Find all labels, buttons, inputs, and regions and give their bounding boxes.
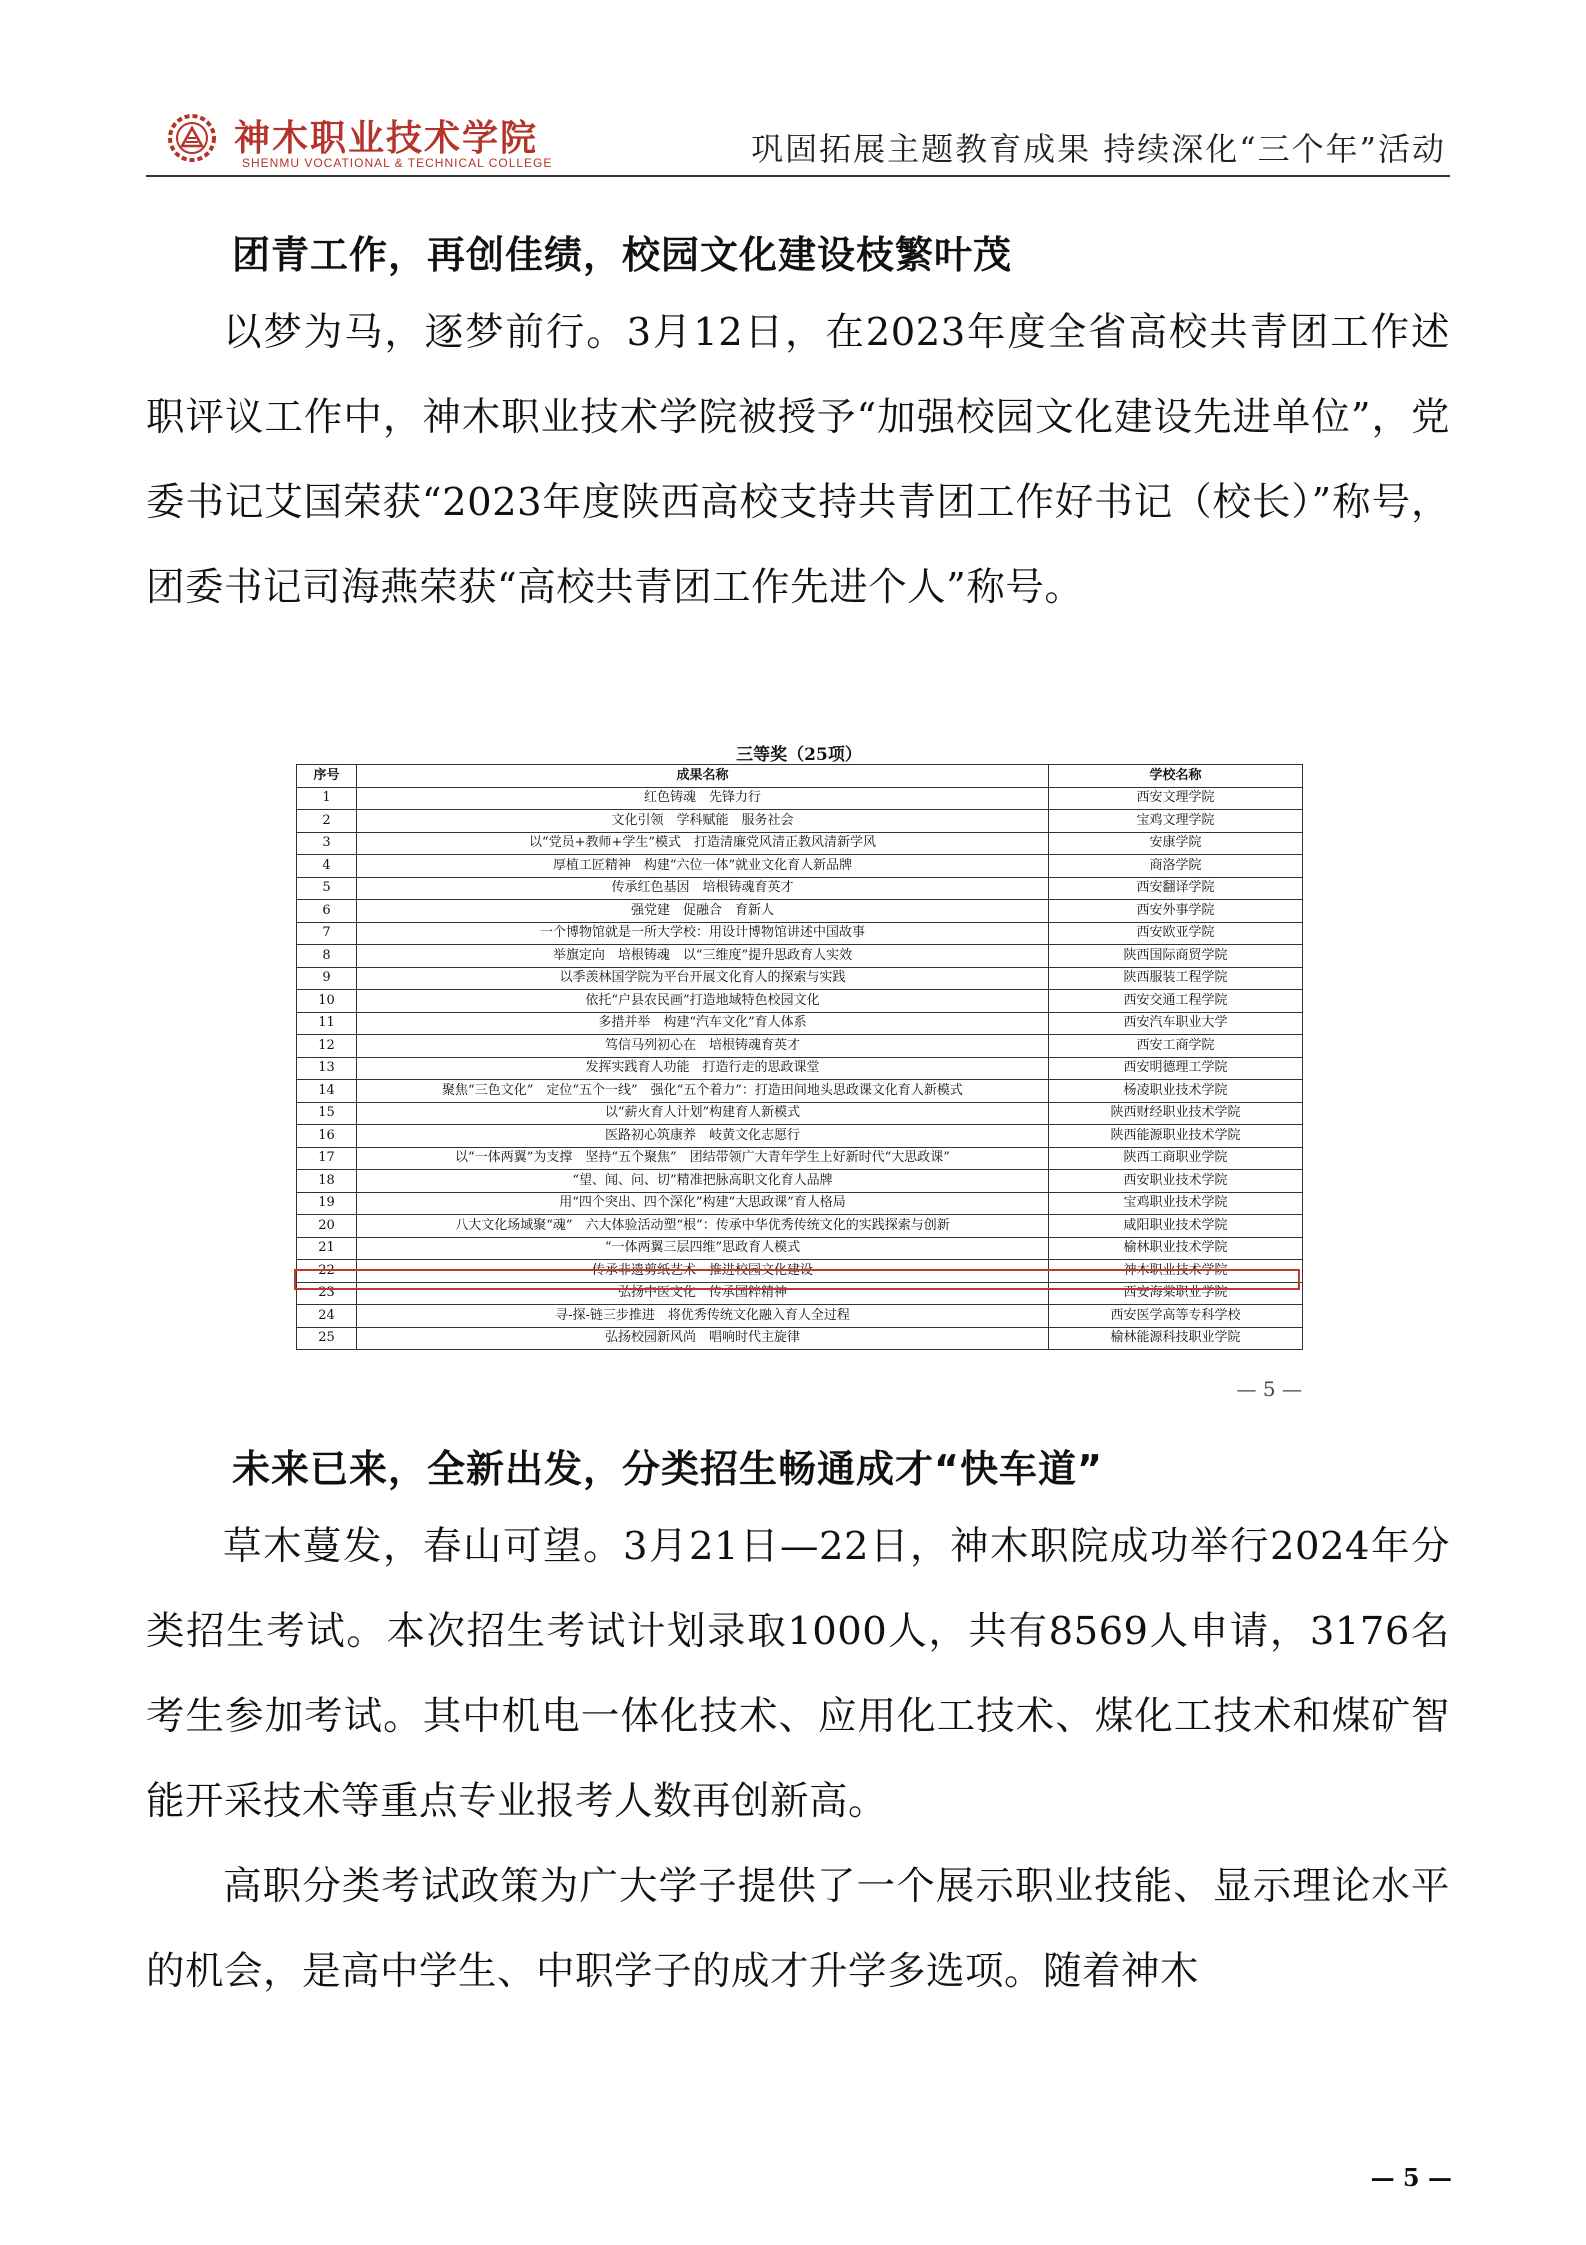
- cell-school: 西安外事学院: [1049, 900, 1303, 923]
- page-header: [146, 104, 1446, 174]
- cell-index: 2: [297, 810, 357, 833]
- table-row: [297, 922, 1303, 945]
- cell-title: 强党建 促融合 育新人: [357, 900, 1049, 923]
- cell-index: 23: [297, 1282, 357, 1305]
- cell-school: 西安欧亚学院: [1049, 922, 1303, 945]
- award-table-header-row: [297, 765, 1303, 788]
- cell-index: 7: [297, 922, 357, 945]
- award-table: [296, 764, 1303, 1350]
- col-header-index: 序号: [297, 765, 357, 788]
- cell-school: 杨凌职业技术学院: [1049, 1080, 1303, 1103]
- cell-title: 以季羡林国学院为平台开展文化育人的探索与实践: [357, 967, 1049, 990]
- table-row: [297, 1327, 1303, 1350]
- table-row: [297, 1102, 1303, 1125]
- cell-index: 20: [297, 1215, 357, 1238]
- cell-title: “一体两翼三层四维”思政育人模式: [357, 1237, 1049, 1260]
- cell-index: 14: [297, 1080, 357, 1103]
- cell-school: 咸阳职业技术学院: [1049, 1215, 1303, 1238]
- cell-title: 寻-探-链三步推进 将优秀传统文化融入育人全过程: [357, 1305, 1049, 1328]
- col-header-school: 学校名称: [1049, 765, 1303, 788]
- cell-title: “望、闻、问、切”精准把脉高职文化育人品牌: [357, 1170, 1049, 1193]
- cell-title: 红色铸魂 先锋力行: [357, 787, 1049, 810]
- section1-heading: 团青工作，再创佳绩，校园文化建设枝繁叶茂: [232, 233, 1013, 277]
- cell-index: 3: [297, 832, 357, 855]
- cell-title: 聚焦“三色文化” 定位“五个一线” 强化“五个着力”：打造田间地头思政课文化育人新模式: [357, 1080, 1049, 1103]
- cell-school: 陕西财经职业技术学院: [1049, 1102, 1303, 1125]
- cell-school: 西安职业技术学院: [1049, 1170, 1303, 1193]
- cell-index: 11: [297, 1012, 357, 1035]
- cell-school: 西安汽车职业大学: [1049, 1012, 1303, 1035]
- cell-index: 12: [297, 1035, 357, 1058]
- cell-school: 西安工商学院: [1049, 1035, 1303, 1058]
- table-row: [297, 1305, 1303, 1328]
- figure-page-number: — 5 —: [1236, 1377, 1302, 1401]
- cell-school: 西安文理学院: [1049, 787, 1303, 810]
- table-row: [297, 990, 1303, 1013]
- table-row: [297, 1125, 1303, 1148]
- cell-title: 举旗定向 培根铸魂 以“三维度”提升思政育人实效: [357, 945, 1049, 968]
- table-row: [297, 1192, 1303, 1215]
- award-table-figure: [296, 740, 1302, 1401]
- header-divider: [146, 175, 1450, 177]
- school-name-cn: 神木职业技术学院: [234, 117, 539, 159]
- section2-paragraph-2: 高职分类考试政策为广大学子提供了一个展示职业技能、显示理论水平的机会，是高中学生、中职学子的成才升学多选项。随着神木: [146, 1864, 1450, 1994]
- table-row: [297, 967, 1303, 990]
- table-row: [297, 787, 1303, 810]
- header-theme: 巩固拓展主题教育成果 持续深化“三个年”活动: [751, 130, 1446, 168]
- table-row: [297, 1012, 1303, 1035]
- school-name-en: SHENMU VOCATIONAL & TECHNICAL COLLEGE: [242, 156, 553, 170]
- cell-index: 17: [297, 1147, 357, 1170]
- cell-title: 弘扬校园新风尚 唱响时代主旋律: [357, 1327, 1049, 1350]
- highlight-row-box: [294, 1269, 1300, 1290]
- page-number: — 5 —: [1370, 2163, 1452, 2192]
- cell-school: 西安交通工程学院: [1049, 990, 1303, 1013]
- award-table-title: 三等奖（25项）: [736, 745, 862, 765]
- cell-index: 22: [297, 1260, 357, 1283]
- cell-title: 医路初心筑康养 岐黄文化志愿行: [357, 1125, 1049, 1148]
- cell-index: 15: [297, 1102, 357, 1125]
- cell-title: 厚植工匠精神 构建“六位一体”就业文化育人新品牌: [357, 855, 1049, 878]
- cell-index: 8: [297, 945, 357, 968]
- cell-school: 西安医学高等专科学校: [1049, 1305, 1303, 1328]
- table-row: [297, 1215, 1303, 1238]
- table-row: [297, 945, 1303, 968]
- table-row: [297, 855, 1303, 878]
- cell-school: 商洛学院: [1049, 855, 1303, 878]
- cell-index: 1: [297, 787, 357, 810]
- cell-title: 一个博物馆就是一所大学校：用设计博物馆讲述中国故事: [357, 922, 1049, 945]
- cell-title: 依托“户县农民画”打造地域特色校园文化: [357, 990, 1049, 1013]
- table-row: [297, 1080, 1303, 1103]
- cell-title: 笃信马列初心在 培根铸魂育英才: [357, 1035, 1049, 1058]
- table-row: [297, 1147, 1303, 1170]
- cell-index: 18: [297, 1170, 357, 1193]
- cell-school: 陕西工商职业学院: [1049, 1147, 1303, 1170]
- cell-school: 榆林职业技术学院: [1049, 1237, 1303, 1260]
- cell-index: 24: [297, 1305, 357, 1328]
- section1-paragraph: 以梦为马，逐梦前行。3月12日，在2023年度全省高校共青团工作述职评议工作中，神木职业技术学院被授予“加强校园文化建设先进单位”，党委书记艾国荣获“2023年度陕西高校支持共青团工作好书记（校长）”称号，团委书记司海燕荣获“高校共青团工作先进个人”称号。: [146, 310, 1450, 610]
- cell-title: 以“薪火育人计划”构建育人新模式: [357, 1102, 1049, 1125]
- cell-title: 文化引领 学科赋能 服务社会: [357, 810, 1049, 833]
- cell-index: 4: [297, 855, 357, 878]
- cell-title: 弘扬中医文化 传承国粹精神: [357, 1282, 1049, 1305]
- cell-school: 安康学院: [1049, 832, 1303, 855]
- cell-title: 多措并举 构建“汽车文化”育人体系: [357, 1012, 1049, 1035]
- cell-school: 西安明德理工学院: [1049, 1057, 1303, 1080]
- section2-paragraph-1: 草木蔓发，春山可望。3月21日—22日，神木职院成功举行2024年分类招生考试。本次招生考试计划录取1000人，共有8569人申请，3176名考生参加考试。其中机电一体化技术、应用化工技术、煤化工技术和煤矿智能开采技术等重点专业报考人数再创新高。: [146, 1524, 1450, 1824]
- cell-index: 13: [297, 1057, 357, 1080]
- table-row: [297, 1170, 1303, 1193]
- table-row: [297, 810, 1303, 833]
- cell-index: 5: [297, 877, 357, 900]
- cell-title: 传承红色基因 培根铸魂育英才: [357, 877, 1049, 900]
- cell-school: 西安海棠职业学院: [1049, 1282, 1303, 1305]
- cell-school: 陕西能源职业技术学院: [1049, 1125, 1303, 1148]
- cell-title: 以“一体两翼”为支撑 坚持“五个聚焦” 团结带领广大青年学生上好新时代“大思政课”: [357, 1147, 1049, 1170]
- cell-index: 6: [297, 900, 357, 923]
- table-row: [297, 832, 1303, 855]
- cell-index: 25: [297, 1327, 357, 1350]
- cell-school: 宝鸡职业技术学院: [1049, 1192, 1303, 1215]
- col-header-title: 成果名称: [357, 765, 1049, 788]
- cell-title: 发挥实践育人功能 打造行走的思政课堂: [357, 1057, 1049, 1080]
- cell-index: 21: [297, 1237, 357, 1260]
- cell-index: 19: [297, 1192, 357, 1215]
- cell-school: 榆林能源科技职业学院: [1049, 1327, 1303, 1350]
- cell-index: 16: [297, 1125, 357, 1148]
- cell-title: 用“四个突出、四个深化”构建“大思政课”育人格局: [357, 1192, 1049, 1215]
- cell-title: 八大文化场域聚“魂” 六大体验活动塑“根”：传承中华优秀传统文化的实践探索与创新: [357, 1215, 1049, 1238]
- cell-school: 宝鸡文理学院: [1049, 810, 1303, 833]
- cell-school: 神木职业技术学院: [1049, 1260, 1303, 1283]
- cell-index: 9: [297, 967, 357, 990]
- cell-index: 10: [297, 990, 357, 1013]
- section2-heading: 未来已来，全新出发，分类招生畅通成才“快车道”: [232, 1447, 1103, 1491]
- cell-title: 以“党员+教师+学生”模式 打造清廉党风清正教风清新学风: [357, 832, 1049, 855]
- table-row: [297, 877, 1303, 900]
- school-logo-icon: [166, 112, 218, 164]
- table-row: [297, 1057, 1303, 1080]
- table-row: [297, 900, 1303, 923]
- cell-title: 传承非遗剪纸艺术 推进校园文化建设: [357, 1260, 1049, 1283]
- cell-school: 西安翻译学院: [1049, 877, 1303, 900]
- cell-school: 陕西国际商贸学院: [1049, 945, 1303, 968]
- table-row: [297, 1035, 1303, 1058]
- cell-school: 陕西服装工程学院: [1049, 967, 1303, 990]
- table-row: [297, 1237, 1303, 1260]
